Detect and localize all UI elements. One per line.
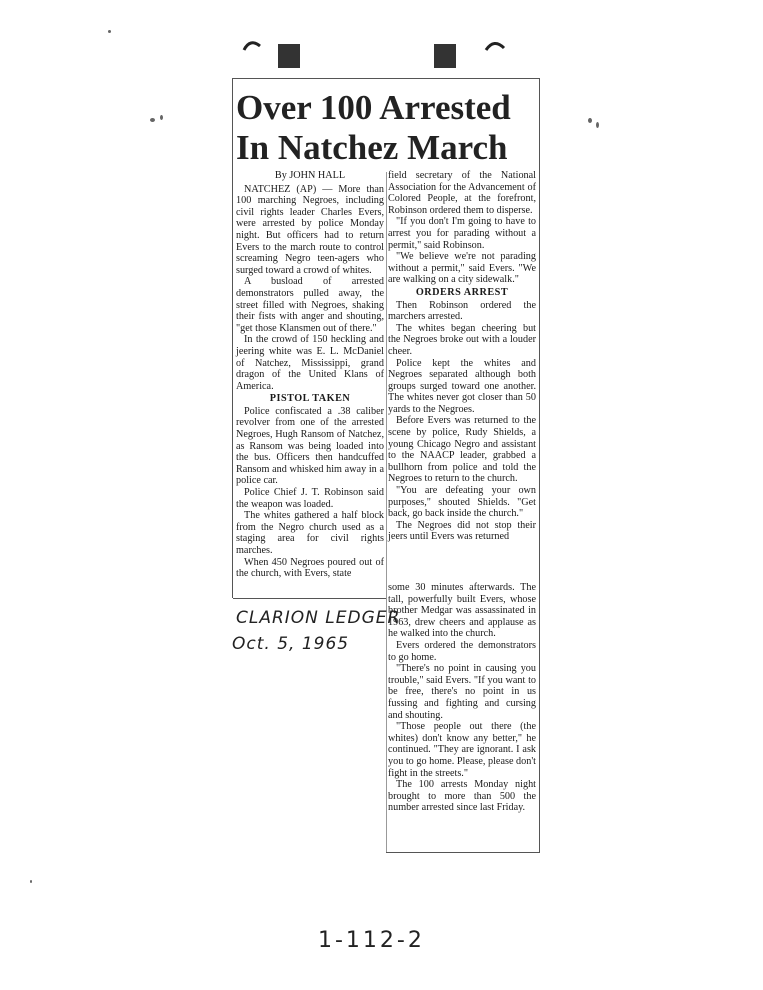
article-left-column: [236, 170, 384, 580]
paragraph: Police kept the whites and Negroes separated although both groups surged toward one another. The whites never got closer than 50 yards to the Negroes.: [388, 357, 536, 415]
headline-line-2: In Natchez March: [236, 128, 508, 167]
paragraph: Police confiscated a .38 caliber revolver from one of the arrested Negroes, Hugh Ransom of Natchez, as Ransom was being loaded into the bus. Officers then handcuffed Ransom and whisked him away in a police car.: [236, 405, 384, 487]
paragraph: "Those people out there (the whites) don't know any better," he continued. "They are ignorant. I ask you to go home. Please, please don't fight in the streets.": [388, 721, 536, 779]
subhead-pistol-taken: PISTOL TAKEN: [269, 393, 351, 405]
paragraph: When 450 Negroes poured out of the church, with Evers, state: [236, 556, 384, 580]
paragraph: "There's no point in causing you trouble," said Evers. "If you want to be free, there's no point in us fussing and fighting and cursing and shouting.: [388, 663, 536, 721]
paragraph: Police Chief J. T. Robinson said the weapon was loaded.: [236, 487, 384, 510]
paragraph: some 30 minutes afterwards. The tall, powerfully built Evers, whose brother Medgar was assassinated in 1963, drew cheers and applause as he walked into the church.: [388, 582, 536, 640]
paragraph: "You are defeating your own purposes," shouted Shields. "Get back, go back inside the church.": [388, 485, 536, 520]
paragraph: Before Evers was returned to the scene by police, Rudy Shields, a young Chicago Negro and assistant to the NAACP leader, grabbed a bullhorn from police and told the Negroes to return to the church.: [388, 415, 536, 485]
paragraph: "If you don't I'm going to have to arrest you for parading without a permit," said Robinson.: [388, 216, 536, 251]
scan-speck: [588, 118, 592, 123]
clipping-top-border: [232, 78, 540, 79]
scan-speck: [108, 30, 111, 33]
article-right-column-top: [388, 170, 536, 543]
paragraph: In the crowd of 150 heckling and jeering white was E. L. McDaniel of Natchez, Mississippi, grand dragon of the United Klans of America.: [236, 334, 384, 392]
scan-speck: [596, 122, 599, 128]
clipping-bottom-right-border: [386, 852, 539, 853]
paragraph: The whites gathered a half block from the Negro church used as a staging area for civil rights marches.: [236, 510, 384, 556]
paragraph: A busload of arrested demonstrators pulled away, the street filled with Negroes, shaking their fists with anger and shouting, "get those Klansmen out of there.": [236, 276, 384, 334]
paragraph: Evers ordered the demonstrators to go home.: [388, 639, 536, 663]
scan-speck: [160, 115, 163, 120]
page-number: 1-112-2: [318, 928, 425, 953]
headline-line-1: Over 100 Arrested: [236, 88, 511, 127]
headline: [236, 88, 546, 168]
paragraph: field secretary of the National Association for the Advancement of Colored People, at the forefront, Robinson ordered them to disperse.: [388, 170, 536, 216]
paragraph: "We believe we're not parading without a permit," said Evers. "We are walking on a city sidewalk.": [388, 251, 536, 286]
clipping-bottom-left-border: [233, 598, 386, 599]
paragraph: The whites began cheering but the Negroes broke out with a louder cheer.: [388, 322, 536, 357]
handwritten-date: Oct. 5, 1965: [232, 634, 350, 654]
article-right-column-bottom: [388, 582, 536, 814]
column-divider: [386, 172, 387, 852]
paragraph: Then Robinson ordered the marchers arrested.: [388, 299, 536, 323]
binder-marks: [238, 36, 508, 76]
byline: By JOHN HALL: [274, 170, 346, 181]
handwritten-source: CLARION LEDGER: [236, 608, 401, 628]
paragraph: NATCHEZ (AP) — More than 100 marching Negroes, including civil rights leader Charles Evers, were arrested by police Monday night. But officers had to return Evers to the march route to control screaming Negro teen-agers who surged toward a crowd of whites.: [236, 183, 384, 276]
clipping-right-border: [539, 78, 540, 853]
scan-speck: [30, 880, 32, 883]
paragraph: The Negroes did not stop their jeers until Evers was returned: [388, 519, 536, 543]
paragraph: The 100 arrests Monday night brought to more than 500 the number arrested since last Friday.: [388, 779, 536, 814]
clipping-left-border: [232, 78, 233, 598]
scan-speck: [150, 118, 155, 122]
subhead-orders-arrest: ORDERS ARREST: [415, 286, 509, 298]
